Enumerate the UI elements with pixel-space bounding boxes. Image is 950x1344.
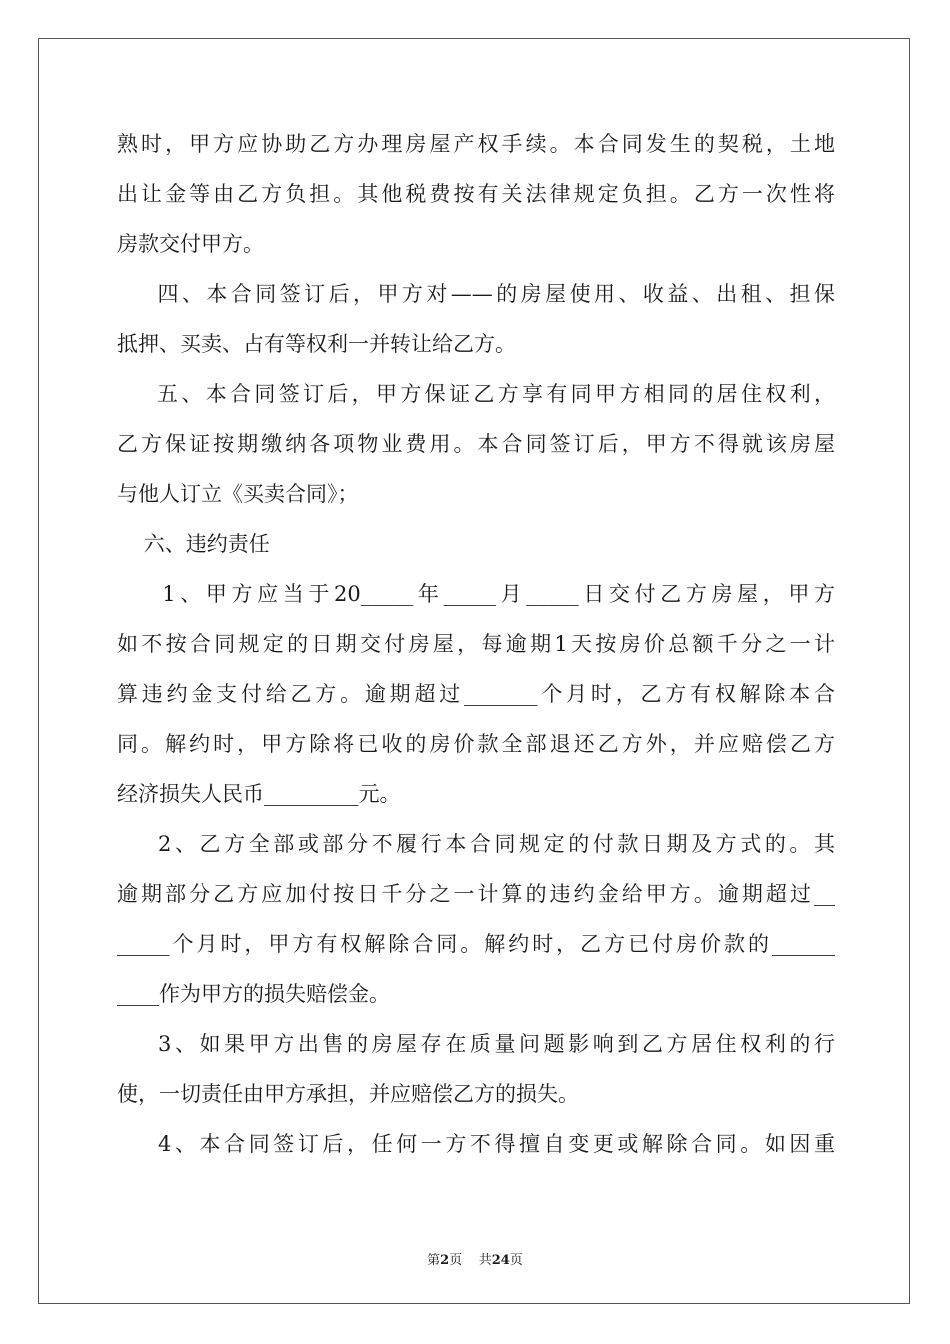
page-number-footer (0, 1249, 950, 1268)
text-line: 同。解约时，甲方除将已收的房价款全部退还乙方外，并应赔偿乙方 (117, 732, 835, 756)
footer-mid: 页 共 (449, 1253, 492, 1268)
text-line: 使，一切责任由甲方承担，并应赔偿乙方的损失。 (117, 1082, 579, 1106)
text-line: _____个月时，甲方有权解除合同。解约时，乙方已付房价款的______ (117, 932, 835, 956)
page-border (38, 38, 910, 1304)
text-line: 4、本合同签订后，任何一方不得擅自变更或解除合同。如因重 (117, 1132, 835, 1156)
footer-prefix: 第 (427, 1253, 441, 1268)
text-line: 逾期部分乙方应加付按日千分之一计算的违约金给甲方。逾期超过__ (117, 882, 835, 906)
text-line: 与他人订立《买卖合同》； (117, 482, 359, 506)
text-line: 出让金等由乙方负担。其他税费按有关法律规定负担。乙方一次性将 (117, 182, 835, 206)
text-line: 抵押、买卖、占有等权利一并转让给乙方。 (117, 332, 516, 356)
text-line: 四、本合同签订后，甲方对——的房屋使用、收益、出租、担保 (117, 282, 835, 306)
text-line: 六、违约责任 (117, 532, 270, 556)
text-line: 熟时，甲方应协助乙方办理房屋产权手续。本合同发生的契税，土地 (117, 132, 835, 156)
text-line: 如不按合同规定的日期交付房屋，每逾期1天按房价总额千分之一计 (117, 632, 835, 656)
current-page-number: 2 (440, 1253, 450, 1268)
text-line: ____作为甲方的损失赔偿金。 (117, 982, 390, 1006)
text-line: 经济损失人民币_________元。 (117, 782, 401, 806)
text-line: 乙方保证按期缴纳各项物业费用。本合同签订后，甲方不得就该房屋 (117, 432, 835, 456)
total-page-count: 24 (491, 1253, 510, 1268)
text-line: 算违约金支付给乙方。逾期超过_______个月时，乙方有权解除本合 (117, 682, 835, 706)
text-line: 房款交付甲方。 (117, 232, 264, 256)
text-line: 3、如果甲方出售的房屋存在质量问题影响到乙方居住权利的行 (117, 1032, 835, 1056)
text-line: 1、甲方应当于20_____年_____月_____日交付乙方房屋，甲方 (117, 582, 835, 606)
footer-suffix: 页 (509, 1253, 523, 1268)
text-line: 2、乙方全部或部分不履行本合同规定的付款日期及方式的。其 (117, 832, 835, 856)
text-line: 五、本合同签订后，甲方保证乙方享有同甲方相同的居住权利， (117, 382, 835, 406)
